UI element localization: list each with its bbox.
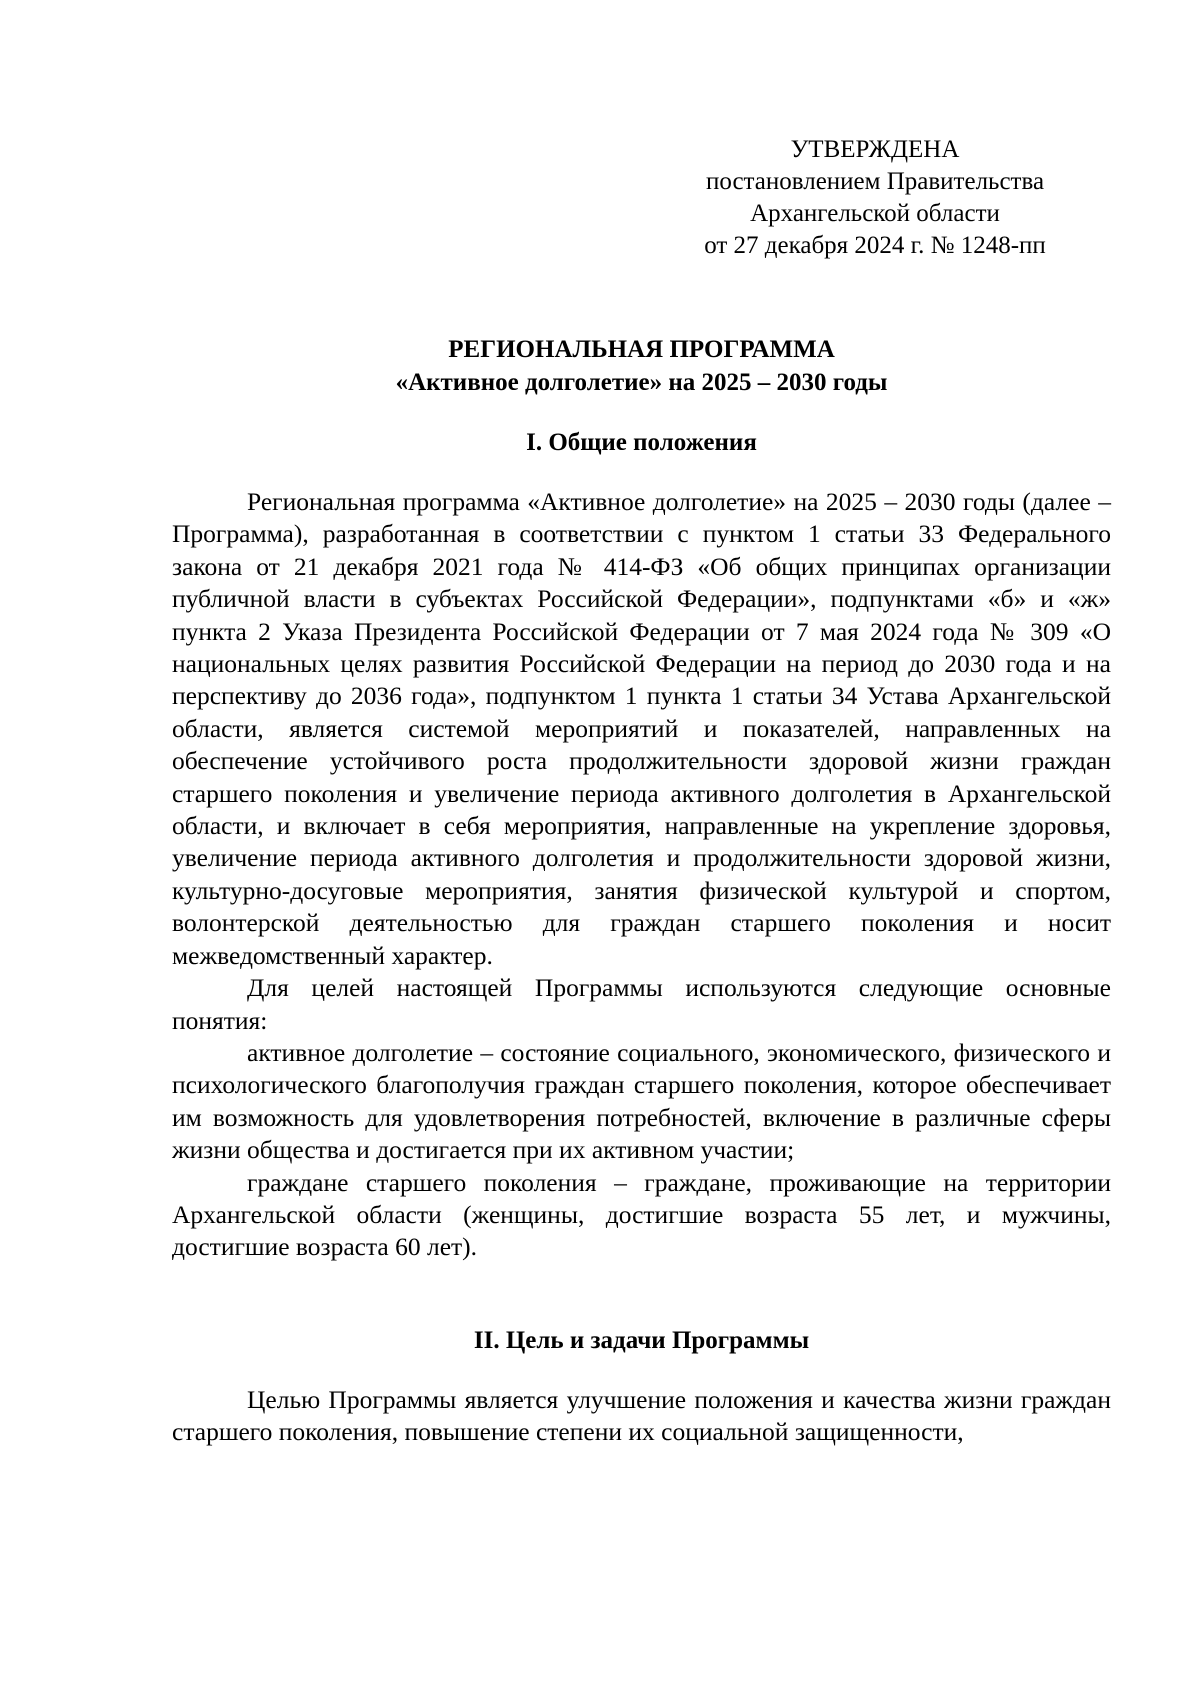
approval-authority: постановлением Правительства [705, 168, 1045, 195]
section-2-paragraph: Целью Программы является улучшение положения и качества жизни граждан старшего поколения, повышение степени их социальной защищенности, [172, 1385, 1111, 1447]
section-1-paragraph: Для целей настоящей Программы используются следующие основные понятия: [172, 973, 1111, 1035]
section-2-heading: II. Цель и задачи Программы [473, 1327, 810, 1354]
section-1-paragraph: Региональная программа «Активное долголетие» на 2025 – 2030 годы (далее – Программа), разработанная в соответствии с пунктом 1 статьи 33 Федерального закона от 21 декабря 2021 года № 414-ФЗ «Об общих принципах организации публичной власти в субъектах Российской Федерации», подпунктами «б» и «ж» пункта 2 Указа Президента Российской Федерации от 7 мая 2024 года № 309 «О национальных целях развития Российской Федерации на период до 2030 года и на перспективу до 2036 года», подпунктом 1 пункта 1 статьи 34 Устава Архангельской области, является системой мероприятий и показателей, направленных на обеспечение устойчивого роста продолжительности здоровой жизни граждан старшего поколения и увеличение периода активного долголетия в Архангельской области, и включает в себя мероприятия, направленные на укрепление здоровья, увеличение периода активного долголетия и продолжительности здоровой жизни, культурно-досуговые мероприятия, занятия физической культурой и спортом, волонтерской деятельностью для граждан старшего поколения и носит межведомственный характер. [172, 487, 1111, 970]
section-2-body [172, 1384, 1111, 1449]
approval-status: УТВЕРЖДЕНА [790, 136, 960, 163]
section-1-body [172, 486, 1111, 1264]
document-title-line-1: РЕГИОНАЛЬНАЯ ПРОГРАММА [448, 336, 835, 363]
document-title-line-2: «Активное долголетие» на 2025 – 2030 годы [395, 369, 888, 396]
approval-stamp [660, 134, 1090, 262]
approval-region: Архангельской области [750, 200, 1000, 227]
approval-date-number: от 27 декабря 2024 г. № 1248-пп [704, 232, 1046, 259]
document-title [172, 333, 1111, 399]
section-1-paragraph: граждане старшего поколения – граждане, проживающие на территории Архангельской области (женщины, достигшие возраста 55 лет, и мужчины, достигшие возраста 60 лет). [172, 1167, 1111, 1262]
section-1-paragraph: активное долголетие – состояние социального, экономического, физического и психологического благополучия граждан старшего поколения, которое обеспечивает им возможность для удовлетворения потребностей, включение в различные сферы жизни общества и достигается при их активном участии; [172, 1037, 1111, 1165]
section-1-heading: I. Общие положения [526, 429, 757, 456]
